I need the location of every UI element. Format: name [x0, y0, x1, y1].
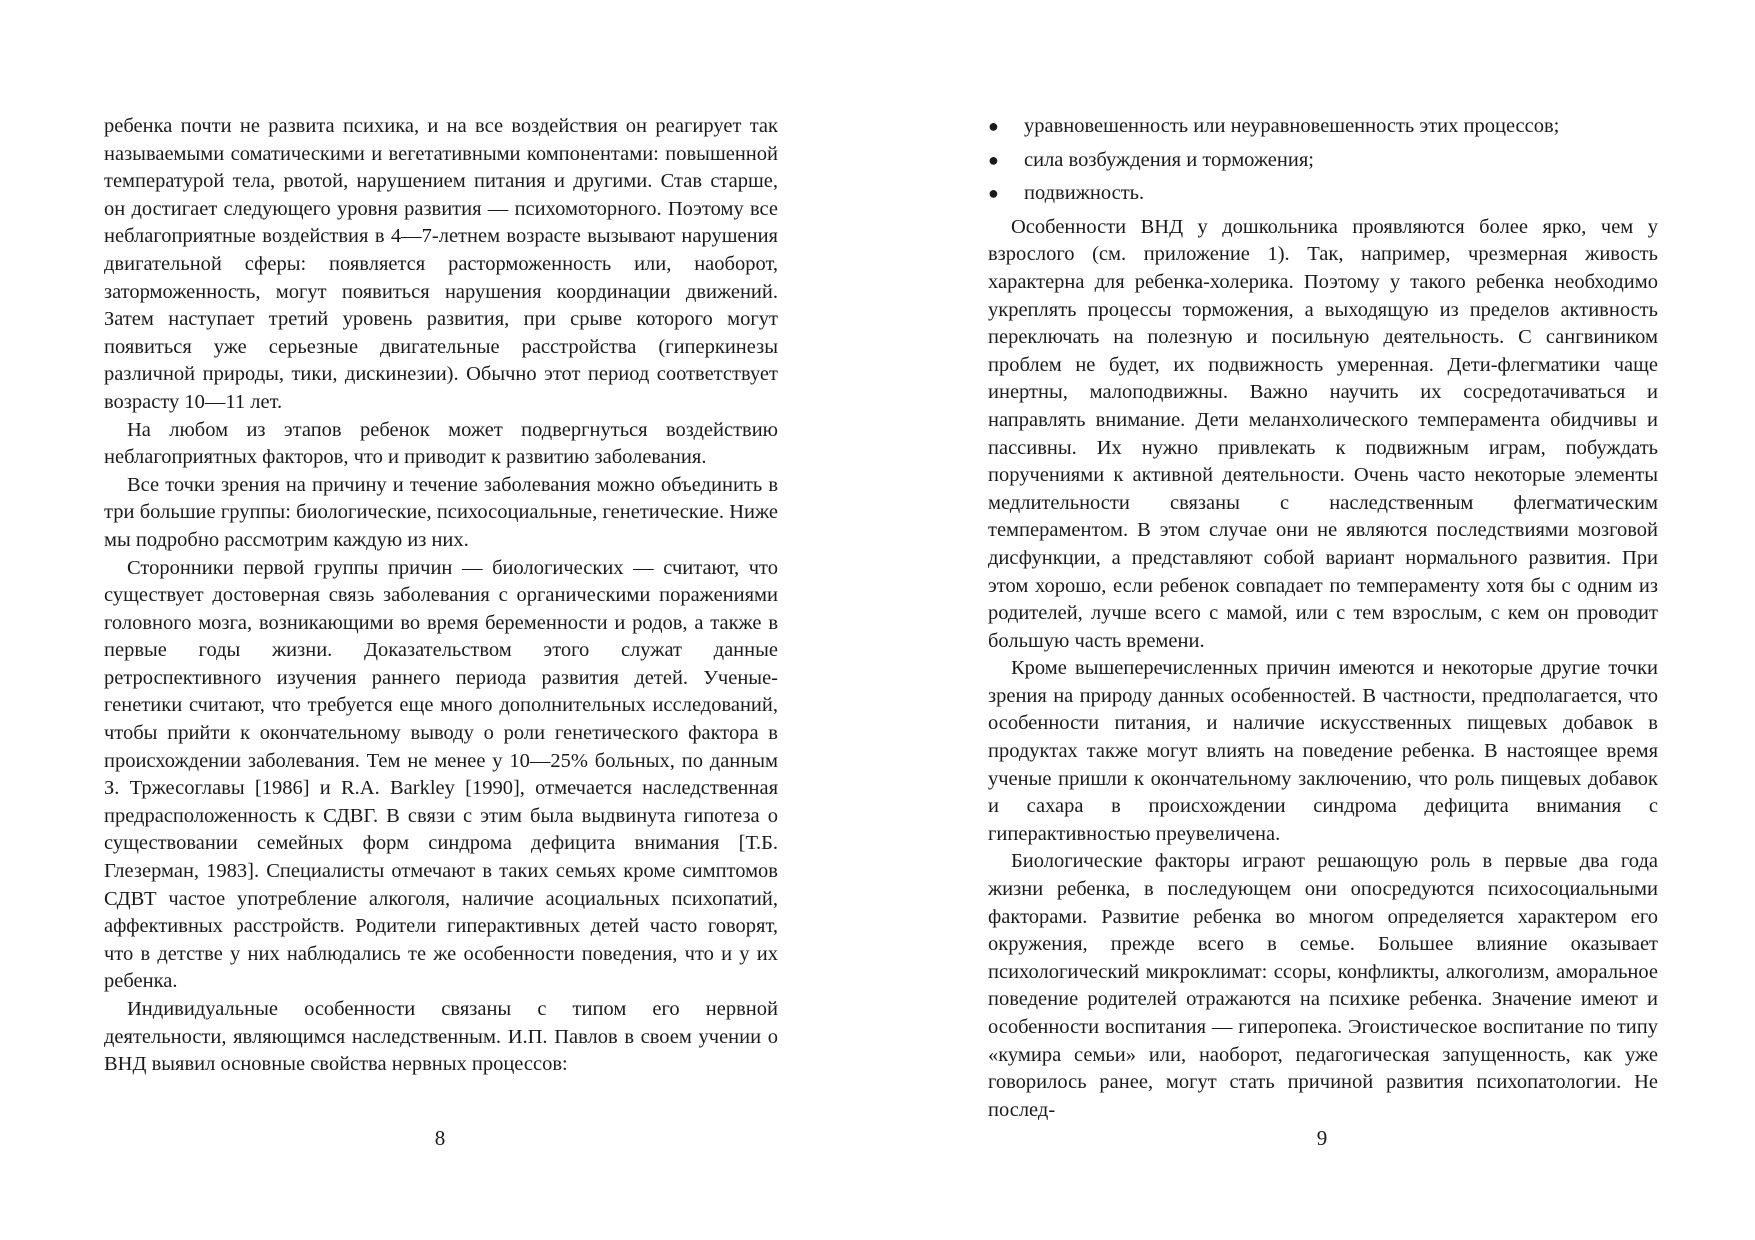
right-paragraph-3: Биологические факторы играют решающую роль в первые два года жизни ребенка, в последующем они опосредуются психосоциальными факторами. Развитие ребенка во многом определяется характером его окружения, прежде всего в семье. Большее влияние оказывает психологический микроклимат: ссоры, конфликты, алкоголизм, аморальное поведение родителей отражаются на психике ребенка. Значение имеют и особенности воспитания — гиперопека. Эгоистическое воспитание по типу «кумира семьи» или, наоборот, педагогическая запущенность, как уже говорилось ранее, могут стать причиной развития психопатологии. Не послед-: [988, 850, 1658, 1121]
left-page: [104, 113, 778, 1079]
bullet-text: уравновешенность или неуравновешенность этих процессов;: [1024, 115, 1560, 137]
bullet-text: сила возбуждения и торможения;: [1024, 148, 1314, 171]
right-paragraph-1: Особенности ВНД у дошкольника проявляются более ярко, чем у взрослого (см. приложение 1). Так, например, чрезмерная живость характерна для ребенка-холерика. Поэтому у такого ребенка необходимо укреплять процессы торможения, а выходящую из пределов активность переключать на полезную и посильную деятельность. С сангвиником проблем не будет, их подвижность умеренная. Дети-флегматики чаще инертны, малоподвижны. Важно научить их сосредотачиваться и направлять внимание. Дети меланхолического темперамента обидчивы и пассивны. Их нужно привлекать к подвижным играм, побуждать поручениями к активной деятельности. Очень часто некоторые элементы медлительности связаны с наследственным флегматическим темпераментом. В этом случае они не являются последствиями мозговой дисфункции, а представляют собой вариант нормального развития. При этом хорошо, если ребенок совпадает по темпераменту хотя бы с одним из родителей, лучше всего с мамой, или с тем взрослым, с кем он проводит большую часть времени.: [988, 215, 1658, 652]
bullet-dot-icon: ●: [988, 116, 999, 136]
right-page-number: 9: [1316, 1126, 1328, 1150]
left-paragraph-2: На любом из этапов ребенок может подвергнуться воздействию неблагоприятных факторов, что и приводит к развитию заболевания.: [104, 418, 778, 469]
bullet-dot-icon: ●: [988, 149, 999, 170]
bullet-item: [988, 113, 1658, 141]
right-paragraph-2: Кроме вышеперечисленных причин имеются и некоторые другие точки зрения на природу данных особенностей. В частности, предполагается, что особенности питания, и наличие искусственных пищевых добавок в продуктах также могут влиять на поведение ребенка. В настоящее время ученые пришли к окончательному заключению, что роль пищевых добавок и сахара в происхождении синдрома дефицита внимания с гиперактивностью преувеличена.: [988, 657, 1658, 845]
bullet-item: [988, 180, 1658, 208]
left-paragraph-1: ребенка почти не развита психика, и на все воздействия он реагирует так называемыми соматическими и вегетативными компонентами: повышенной температурой тела, рвотой, нарушением питания и другими. Став старше, он достигает следующего уровня развития — психомоторного. Поэтому все неблагоприятные воздействия в 4—7-летнем возрасте вызывают нарушения двигательной сферы: появляется расторможенность или, наоборот, заторможенность, могут появиться нарушения координации движений. Затем наступает третий уровень развития, при срыве которого могут появиться уже серьезные двигательные расстройства (гиперкинезы различной природы, тики, дискинезии). Обычно этот период соответствует возрасту 10—11 лет.: [104, 115, 778, 413]
left-paragraph-4: Сторонники первой группы причин — биологических — считают, что существует достоверная связь заболевания с органическими поражениями головного мозга, возникающими во время беременности и родов, а также в первые годы жизни. Доказательством этого служат данные ретроспективного изучения раннего периода развития детей. Ученые-генетики считают, что требуется еще много дополнительных исследований, чтобы прийти к окончательному выводу о роли генетического фактора в происхождении заболевания. Тем не менее у 10—25% больных, по данным З. Тржесоглавы [1986] и R.A. Barkley [1990], отмечается наследственная предрасположенность к СДВГ. В связи с этим была выдвинута гипотеза о существовании семейных форм синдрома дефицита внимания [Т.Б. Глезерман, 1983]. Специалисты отмечают в таких семьях кроме симптомов СДВТ частое употребление алкоголя, наличие асоциальных психопатий, аффективных расстройств. Родители гиперактивных детей часто говорят, что в детстве у них наблюдались те же особенности поведения, что и у их ребенка.: [104, 556, 778, 993]
left-paragraph-5: Индивидуальные особенности связаны с типом его нервной деятельности, являющимся наследственным. И.П. Павлов в своем учении о ВНД выявил основные свойства нервных процессов:: [104, 998, 778, 1076]
left-page-number: 8: [434, 1126, 446, 1150]
bullet-list: [988, 113, 1658, 208]
bullet-text: подвижность.: [1024, 182, 1145, 205]
bullet-dot-icon: ●: [988, 183, 999, 204]
right-page: [988, 113, 1658, 1124]
left-paragraph-3: Все точки зрения на причину и течение заболевания можно объединить в три большие группы: биологические, психосоциальные, генетические. Ниже мы подробно рассмотрим каждую из них.: [104, 473, 778, 551]
bullet-item: [988, 147, 1658, 175]
